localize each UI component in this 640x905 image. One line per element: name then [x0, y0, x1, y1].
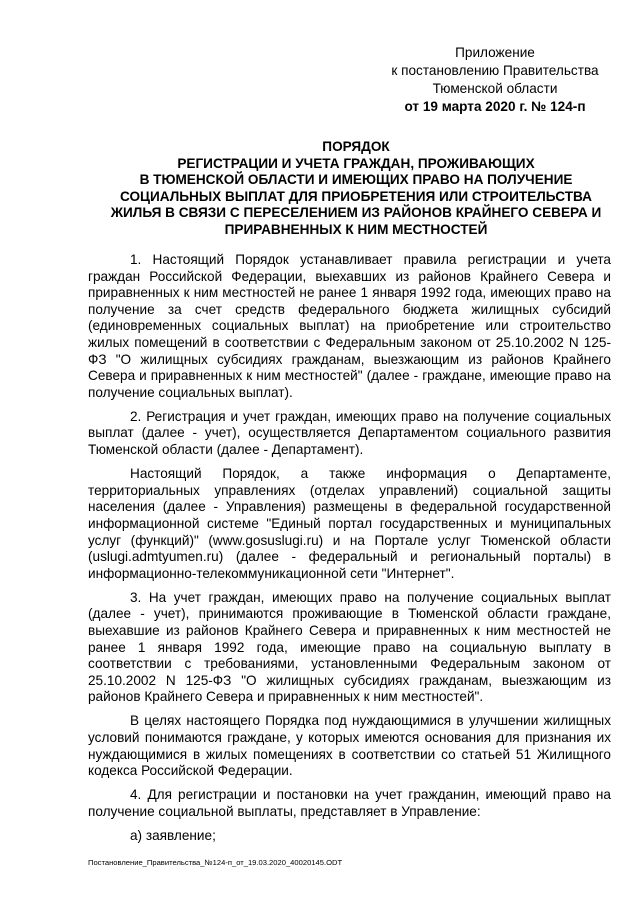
paragraph: 2. Регистрация и учет граждан, имеющих право на получение социальных выплат (далее - учет), осуществляется Департаментом социального развития Тюменской области (далее - Департамент). [88, 408, 611, 458]
paragraph: 1. Настоящий Порядок устанавливает правила регистрации и учета граждан Российской Федерации, выехавших из районов Крайнего Севера и приравненных к ним местностей не ранее 1 января 1992 года, имеющих право на получение за счет средств федерального бюджета жилищных субсидий (единовременных социальных выплат) на приобретение или строительство жилых помещений в соответствии с Федеральным законом от 25.10.2002 N 125-ФЗ "О жилищных субсидиях гражданам, выезжающим из районов Крайнего Севера и приравненных к ним местностей" (далее - граждане, имеющие право на получение социальных выплат). [88, 252, 611, 400]
document-title [86, 139, 626, 239]
paragraph: 3. На учет граждан, имеющих право на получение социальных выплат (далее - учет), принимаются проживающие в Тюменской области граждане, выехавшие из районов Крайнего Севера и приравненных к ним местностей не ранее 1 января 1992 года, имеющие право на социальную выплату в соответствии с требованиями, установленными Федеральным законом от 25.10.2002 N 125-ФЗ "О жилищных субсидиях гражданам, выезжающим из районов Крайнего Севера и приравненных к ним местностей". [88, 589, 611, 705]
appendix-block [360, 44, 630, 116]
appendix-region: Тюменской области [432, 81, 558, 96]
title-line: ПОРЯДОК [322, 139, 390, 154]
paragraph: 4. Для регистрации и постановки на учет гражданин, имеющий право на получение социальной выплаты, представляет в Управление: [88, 787, 611, 819]
appendix-label: Приложение [455, 45, 535, 60]
title-line: ЖИЛЬЯ В СВЯЗИ С ПЕРЕСЕЛЕНИЕМ ИЗ РАЙОНОВ КРАЙНЕГО СЕВЕРА И [110, 205, 602, 221]
title-line: СОЦИАЛЬНЫХ ВЫПЛАТ ДЛЯ ПРИОБРЕТЕНИЯ ИЛИ СТРОИТЕЛЬСТВА [120, 188, 592, 204]
paragraph: В целях настоящего Порядка под нуждающимися в улучшении жилищных условий понимаются граждане, у которых имеются основания для признания их нуждающимися в жилых помещениях в соответствии со статьей 51 Жилищного кодекса Российской Федерации. [88, 713, 611, 779]
title-line: В ТЮМЕНСКОЙ ОБЛАСТИ И ИМЕЮЩИХ ПРАВО НА ПОЛУЧЕНИЕ [139, 172, 573, 188]
title-line: РЕГИСТРАЦИИ И УЧЕТА ГРАЖДАН, ПРОЖИВАЮЩИХ [177, 155, 535, 171]
page-footer-filename: Постановление_Правительства_№124-п_от_19.03.2020_40020145.ODT [88, 858, 343, 867]
paragraph: Настоящий Порядок, а также информация о Департаменте, территориальных управлениях (отделах управлений) социальной защиты населения (далее - Управления) размещены в федеральной государственной информационной системе "Единый портал государственных и муниципальных услуг (функций)" (www.gosuslugi.ru) и на Портале услуг Тюменской области (uslugi.admtyumen.ru) (далее - федеральный и региональный порталы) в информационно-телекоммуникационной сети "Интернет". [88, 466, 611, 581]
document-body [88, 252, 611, 852]
appendix-date-number: от 19 марта 2020 г. № 124-п [404, 99, 586, 114]
paragraph: а) заявление; [130, 828, 216, 843]
appendix-reference: к постановлению Правительства [391, 63, 599, 78]
title-line: ПРИРАВНЕННЫХ К НИМ МЕСТНОСТЕЙ [224, 221, 488, 237]
